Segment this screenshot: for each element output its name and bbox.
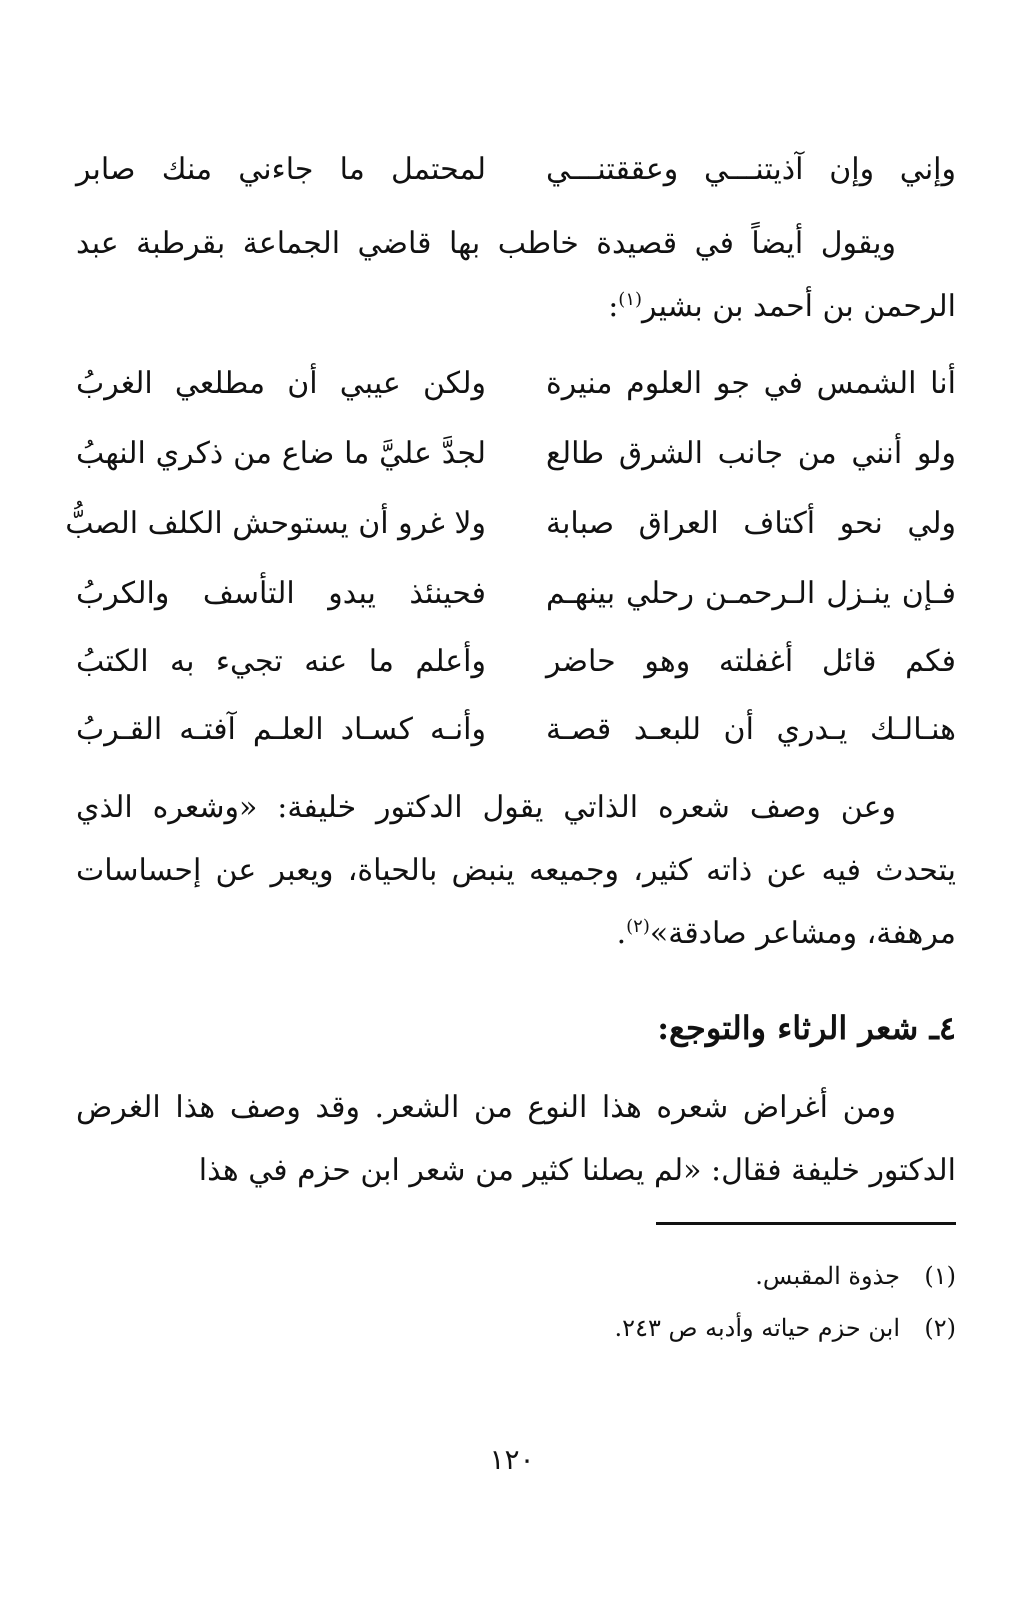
verse-hemistich-right: فكم قائل أغفلته وهو حاضر — [546, 644, 956, 679]
verse-line — [65, 496, 956, 552]
verse-hemistich-right: هنـالـك يـدري أن للبعـد قصـة — [546, 712, 956, 747]
verse-line — [76, 566, 956, 622]
verse-hemistich-left: فحينئذ يبدو التأسف والكربُ — [76, 576, 486, 611]
verse-hemistich-right: وإني وإن آذيتنـــي وعققتنـــي — [546, 152, 956, 187]
footnote-2 — [76, 1306, 956, 1350]
verse-hemistich-right: فـإن ينـزل الـرحمـن رحلي بينهـم — [546, 576, 956, 611]
section-heading: ٤ـ شعر الرثاء والتوجع: — [657, 1009, 956, 1047]
verse-hemistich-left: ولكن عيبي أن مطلعي الغربُ — [76, 366, 486, 401]
paragraph-tail: . — [616, 916, 627, 951]
paragraph-text: ويقول أيضاً في قصيدة خاطب بها قاضي الجماعة بقرطبة عبد الرحمن بن أحمد بن بشير — [76, 226, 956, 324]
verse-hemistich-left: وأعلم ما عنه تجيء به الكتبُ — [76, 644, 486, 679]
footnote-ref-2: (٢) — [626, 916, 650, 937]
verse-hemistich-right: ولو أنني من جانب الشرق طالع — [546, 436, 956, 471]
footnote-ref-1: (١) — [618, 289, 643, 310]
verse-line-top — [76, 142, 956, 198]
page-number: ١٢٠ — [489, 1443, 535, 1476]
verse-hemistich-left: لمحتمل ما جاءني منك صابر — [76, 152, 486, 187]
footnote-number: (٢) — [924, 1314, 956, 1342]
paragraph-elegy — [76, 1076, 956, 1202]
footnote-text: ابن حزم حياته وأدبه ص ٢٤٣. — [614, 1314, 900, 1342]
footnote-separator — [656, 1222, 956, 1225]
verse-hemistich-right: ولي نحو أكتاف العراق صبابة — [546, 506, 956, 541]
paragraph-text: وعن وصف شعره الذاتي يقول الدكتور خليفة: «وشعره الذي يتحدث فيه عن ذاته كثير، وجميعه ينبض بالحياة، ويعبر عن إحساسات مرهفة، ومشاعر صادقة» — [76, 790, 956, 951]
verse-hemistich-left: وأنـه كسـاد العلـم آفتـه القـربُ — [76, 712, 486, 747]
verse-hemistich-left: ولا غرو أن يستوحش الكلف الصبُّ — [65, 506, 486, 541]
verse-hemistich-right: أنا الشمس في جو العلوم منيرة — [546, 366, 956, 401]
verse-line — [76, 634, 956, 690]
paragraph-self-poetry — [76, 776, 956, 965]
paragraph-text: ومن أغراض شعره هذا النوع من الشعر. وقد وصف هذا الغرض الدكتور خليفة فقال: «لم يصلنا كثير من شعر ابن حزم في هذا — [76, 1090, 956, 1188]
paragraph-intro-verses — [76, 212, 956, 338]
footnote-text: جذوة المقبس. — [755, 1262, 900, 1290]
footnote-1 — [76, 1254, 956, 1298]
verse-line — [76, 702, 956, 758]
paragraph-tail: : — [608, 289, 619, 324]
verse-line — [76, 426, 956, 482]
footnote-number: (١) — [924, 1262, 956, 1290]
verse-hemistich-left: لجدَّ عليَّ ما ضاع من ذكري النهبُ — [76, 436, 486, 471]
verse-line — [76, 356, 956, 412]
